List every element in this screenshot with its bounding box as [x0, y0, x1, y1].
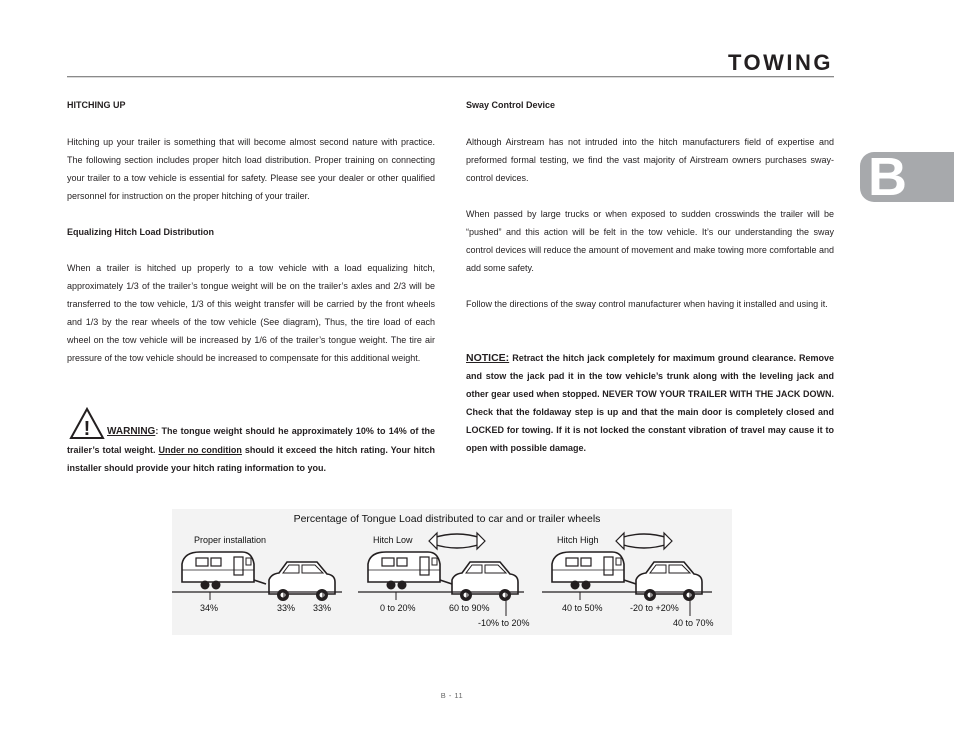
- panel-3-car-rear: -20 to +20%: [630, 603, 679, 613]
- notice-label: NOTICE:: [466, 352, 510, 364]
- sway-paragraph-2: When passed by large trucks or when exposed to sudden crosswinds the trailer will be “pushed” and this action will be felt in the tow vehicle. It’s our understanding the sway control devices will reduce the amount of movement and make towing more comfortable and add some safety.: [466, 209, 834, 273]
- panel-3-car-front: 40 to 70%: [673, 618, 714, 628]
- sway-control-heading: Sway Control Device: [466, 100, 556, 110]
- page-title: TOWING: [727, 50, 833, 75]
- section-tab-letter: B: [868, 147, 907, 207]
- header-rule-shadow: [67, 77, 834, 78]
- panel-2-car-rear: 60 to 90%: [449, 603, 490, 613]
- sway-paragraph-1: Although Airstream has not intruded into the hitch manufacturers field of expertise and preformed formal testing, we find the vast majority of Airstream owners purchases sway-control devices.: [466, 137, 834, 183]
- diagram-title: Percentage of Tongue Load distributed to car and or trailer wheels: [293, 513, 601, 525]
- diagram-illustration: [172, 530, 732, 635]
- panel-1-label: Proper installation: [194, 535, 267, 545]
- hitching-up-heading: HITCHING UP: [67, 100, 126, 110]
- panel-2-trailer-axle: 0 to 20%: [380, 603, 416, 613]
- panel-3-trailer-axle: 40 to 50%: [562, 603, 603, 613]
- warning-symbol: !: [83, 418, 91, 440]
- equalizing-heading: Equalizing Hitch Load Distribution: [67, 227, 214, 237]
- panel-1-trailer-axle: 34%: [200, 603, 219, 613]
- hitching-up-intro: Hitching up your trailer is something that will become almost second nature with practice. The following section includes proper hitch load distribution. Proper training on connecting your trailer to a tow vehicle is essential for safety. Please see your dealer or other qualified personnel for instruction on the proper hitching of your trailer.: [67, 137, 435, 201]
- panel-2-car-front: -10% to 20%: [478, 618, 530, 628]
- notice-text: Retract the hitch jack completely for maximum ground clearance. Remove and stow the jack pad it in the tow vehicle’s trunk along with the leveling jack and other gear used when stopped. NEVER TOW YOUR TRAILER WITH THE JACK DOWN. Check that the foldaway step is up and that the main door is completely closed and LOCKED for towing. If it is not locked the constant vibration of travel may cause it to open with possible damage.: [466, 353, 834, 453]
- equalizing-body: When a trailer is hitched up properly to a tow vehicle with a load equalizing hitch, approximately 1/3 of the trailer’s tongue weight will be on the trailer’s axles and 2/3 will be transferred to the tow vehicle, 1/3 of this weight transfer will be carried by the front wheels and 1/3 by the rear wheels of the tow vehicle (See diagram), Thus, the tire load of each wheel on the tow vehicle will be increased by 1/6 of the trailer’s tongue weight. The tire air pressure of the tow vehicle should be increased to compensate for this additional weight.: [67, 263, 435, 363]
- warning-text-2: should it exceed the hitch rating. Your hitch installer should provide your hitch rating information to you.: [67, 445, 435, 473]
- warning-label: WARNING: [107, 426, 156, 437]
- warning-underlined: Under no condition: [158, 445, 242, 455]
- notice-paragraph: [466, 349, 834, 457]
- warning-text-1: : The tongue weight should he approximately 10% to 14% of the trailer’s total weight.: [67, 426, 435, 455]
- panel-3-label: Hitch High: [557, 535, 599, 545]
- panel-1-car-front: 33%: [313, 603, 332, 613]
- panel-proper-installation: [172, 552, 342, 601]
- page-number: B - 11: [440, 691, 464, 700]
- panel-2-label: Hitch Low: [373, 535, 413, 545]
- panel-1-car-rear: 33%: [277, 603, 296, 613]
- warning-paragraph: [67, 422, 435, 477]
- sway-paragraph-3: Follow the directions of the sway control manufacturer when having it installed and using it.: [466, 299, 828, 309]
